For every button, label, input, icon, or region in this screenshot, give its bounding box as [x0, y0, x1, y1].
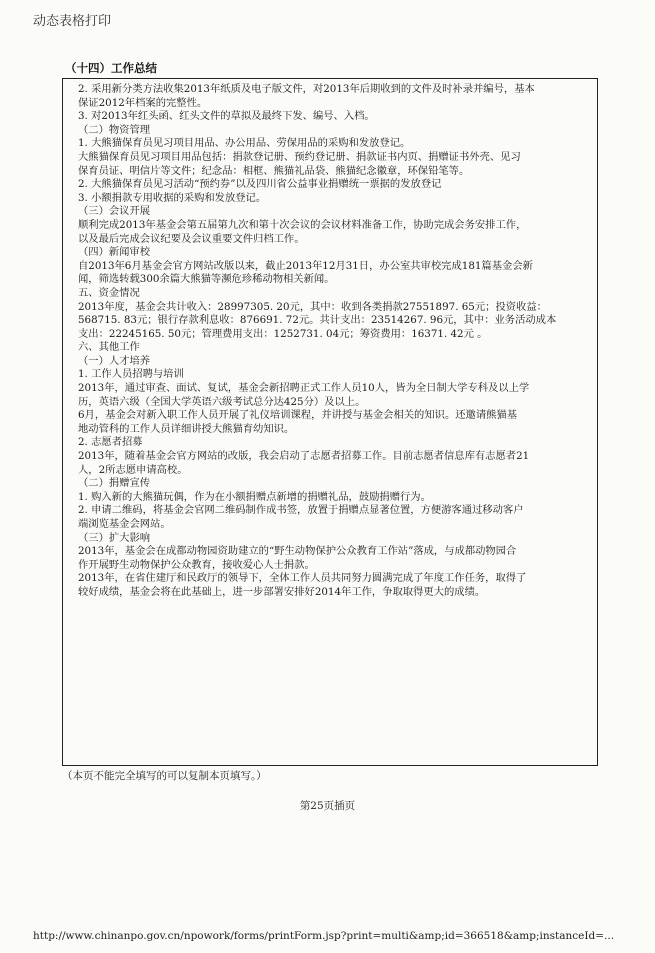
summary-line: 自2013年6月基金会官方网站改版以来，截止2013年12月31日，办公室共审校完成181篇基金会新 [78, 259, 533, 272]
summary-line: 2. 大熊猫保育员见习活动“预约券”以及四川省公益事业捐赠统一票据的发放登记 [78, 178, 442, 191]
summary-line: （三）扩大影响 [78, 531, 151, 544]
work-summary-content [78, 83, 594, 600]
page-number: 第25页插页 [299, 800, 356, 812]
summary-line: 作开展野生动物保护公众教育，接收爱心人士捐款。 [78, 558, 315, 571]
summary-line: （一）人才培养 [78, 354, 151, 367]
work-summary-box [62, 78, 598, 766]
summary-line: 端浏览基金会网站。 [78, 518, 171, 530]
footer-note: （本页不能完全填写的可以复制本页填写。） [62, 770, 267, 782]
summary-line: 2013年，通过审查、面试、复试，基金会新招聘正式工作人员10人，皆为全日制大学专科及以上学 [78, 382, 530, 395]
summary-line: 较好成绩，基金会将在此基础上，进一步部署安排好2014年工作，争取取得更大的成绩。 [78, 585, 486, 598]
summary-line: 五、资金情况 [78, 286, 140, 299]
summary-line: 六、其他工作 [78, 341, 140, 354]
summary-line: （四）新闻审校 [78, 246, 151, 259]
summary-line: 2013年度，基金会共计收入：28997305. 20元，其中：收到各类捐款27551897. 65元；投资收益： [78, 300, 547, 313]
summary-line: 保证2012年档案的完整性。 [78, 96, 208, 109]
summary-line: 1. 购入新的大熊猫玩偶，作为在小额捐赠点新增的捐赠礼品，鼓励捐赠行为。 [78, 490, 431, 503]
summary-line: 6月，基金会对新入职工作人员开展了礼仪培训课程，并讲授与基金会相关的知识。还邀请熊猫基 [78, 409, 518, 422]
summary-line: 2. 采用新分类方法收集2013年纸质及电子版文件，对2013年后期收到的文件及时补录并编号，基本 [78, 83, 535, 95]
summary-line: 保育员证、明信片等文件；纪念品：相框、熊猫礼品袋、熊猫纪念徽章，环保铅笔等。 [78, 164, 470, 177]
summary-line: 1. 工作人员招聘与培训 [78, 368, 184, 381]
summary-line: 顺利完成2013年基金会第五届第九次和第十次会议的会议材料准备工作，协助完成会务安排工作， [78, 218, 527, 231]
summary-line: 3. 对2013年红头函、红头文件的草拟及最终下发、编号、入档。 [78, 110, 375, 123]
summary-line: （二）物资管理 [78, 123, 151, 136]
summary-line: 历，英语六级（全国大学英语六级考试总分达425分）及以上。 [78, 395, 366, 408]
summary-line: 2013年，在省住建厅和民政厅的领导下，全体工作人员共同努力圆满完成了年度工作任务，取得了 [78, 572, 527, 585]
section-heading: （十四）工作总结 [65, 61, 157, 75]
page-header-title: 动态表格打印 [33, 14, 112, 29]
summary-line: 人，2所志愿申请高校。 [78, 463, 188, 476]
summary-line: 地动管科的工作人员详细讲授大熊猫育幼知识。 [78, 422, 295, 435]
summary-line: 1. 大熊猫保育员见习项目用品、办公用品、劳保用品的采购和发放登记。 [78, 137, 411, 150]
summary-line: 支出：22245165. 50元；管理费用支出：1252731. 04元；筹资费用：16371. 42元 。 [78, 327, 488, 340]
summary-line: 2. 志愿者招募 [78, 436, 143, 449]
summary-line: 闻，筛选转载300余篇大熊猫等濒危珍稀动物相关新闻。 [78, 273, 335, 286]
summary-line: 大熊猫保育员见习项目用品包括：捐款登记册、预约登记册、捐款证书内页、捐赠证书外壳、见习 [78, 150, 521, 163]
summary-line: 2013年，基金会在成都动物园资助建立的“野生动物保护公众教育工作站”落成，与成都动物园合 [78, 545, 517, 558]
summary-line: （三）会议开展 [78, 205, 151, 218]
summary-line: 2013年，随着基金会官方网站的改版，我会启动了志愿者招募工作。目前志愿者信息库有志愿者21 [78, 450, 530, 463]
summary-line: 568715. 83元；银行存款利息收：876691. 72元。共计支出：23514267. 96元，其中：业务活动成本 [78, 314, 557, 327]
summary-line: 2. 申请二维码，将基金会官网二维码制作成书签，放置于捐赠点显著位置，方便游客通过移动客户 [78, 504, 524, 517]
summary-line: （二）捐赠宣传 [78, 477, 151, 490]
print-url: http://www.chinanpo.gov.cn/npowork/forms/printForm.jsp?print=multi&amp;id=366518&amp;instanceId=... [33, 930, 615, 942]
summary-line: 以及最后完成会议纪要及会议重要文件归档工作。 [78, 232, 305, 245]
summary-line: 3. 小额捐款专用收据的采购和发放登记。 [78, 191, 267, 204]
